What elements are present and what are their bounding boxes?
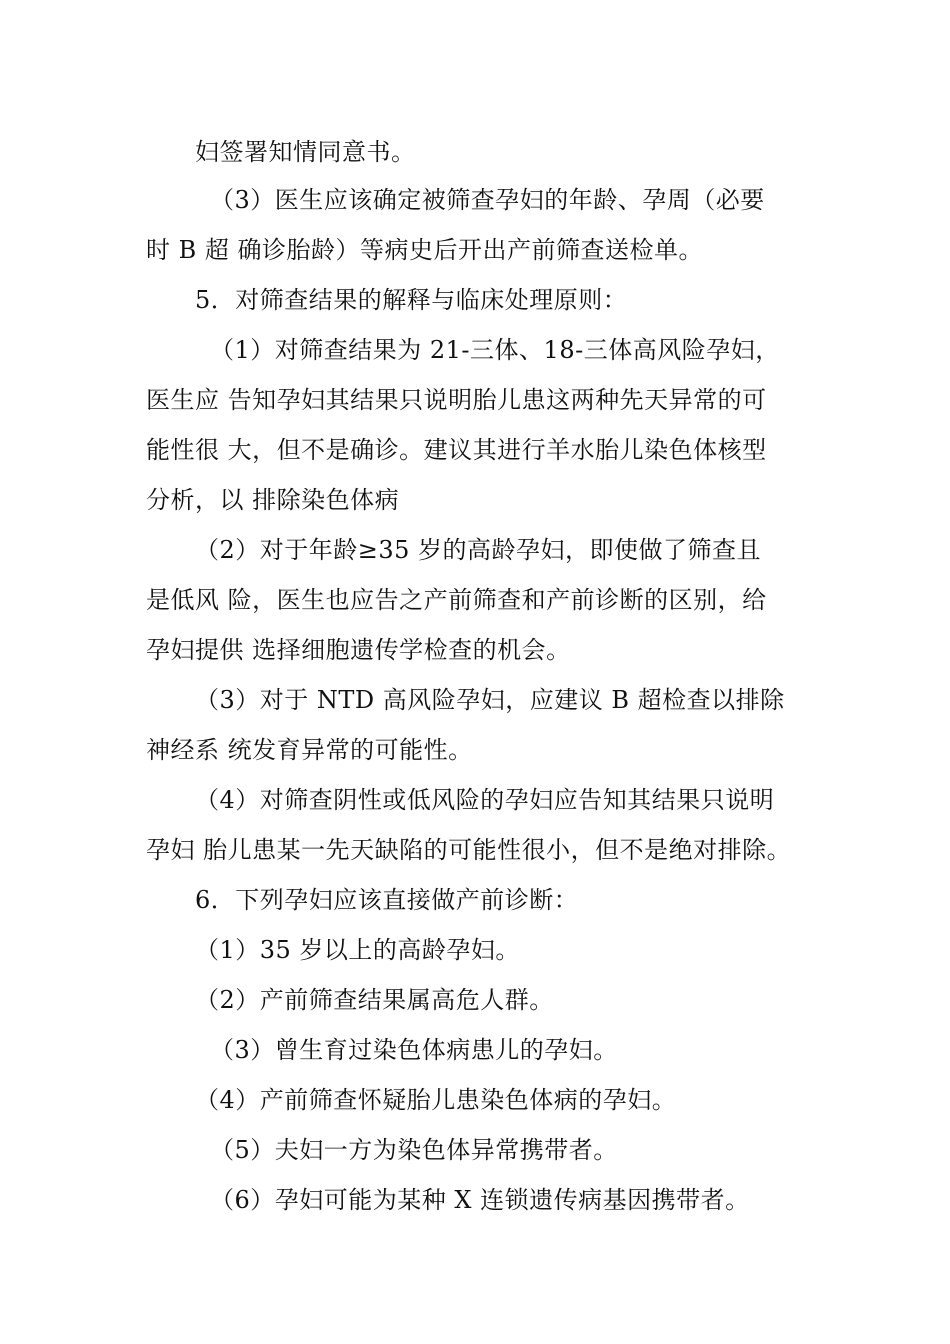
section-heading-5: 5．对筛查结果的解释与临床处理原则：	[195, 286, 628, 314]
text-line-14: （4）对筛查阴性或低风险的孕妇应告知其结果只说明	[195, 786, 775, 814]
section-heading-6: 6．下列孕妇应该直接做产前诊断：	[195, 886, 579, 914]
list-item-4: （4）产前筛查怀疑胎儿患染色体病的孕妇。	[195, 1086, 677, 1114]
text-line-1: 妇签署知情同意书。	[195, 138, 416, 166]
list-item-3: （3）曾生育过染色体病患儿的孕妇。	[210, 1036, 618, 1064]
text-line-13: 神经系 统发育异常的可能性。	[146, 736, 473, 764]
list-item-6: （6）孕妇可能为某种 X 连锁遗传病基因携带者。	[210, 1186, 750, 1214]
text-line-5: （1）对筛查结果为 21-三体、18-三体高风险孕妇，	[210, 336, 780, 364]
list-item-5: （5）夫妇一方为染色体异常携带者。	[210, 1136, 618, 1164]
text-line-15: 孕妇 胎儿患某一先天缺陷的可能性很小，但不是绝对排除。	[146, 836, 792, 864]
text-line-12: （3）对于 NTD 高风险孕妇，应建议 B 超检查以排除	[195, 686, 785, 714]
text-line-3: 时 B 超 确诊胎龄）等病史后开出产前筛查送检单。	[146, 236, 704, 264]
text-line-2: （3）医生应该确定被筛查孕妇的年龄、孕周（必要	[210, 186, 765, 214]
list-item-2: （2）产前筛查结果属高危人群。	[195, 986, 554, 1014]
text-line-8: 分析，以 排除染色体病	[146, 486, 400, 514]
text-line-7: 能性很 大，但不是确诊。建议其进行羊水胎儿染色体核型	[146, 436, 767, 464]
text-line-9: （2）对于年龄≥35 岁的高龄孕妇，即使做了筛查且	[195, 536, 762, 564]
text-line-10: 是低风 险，医生也应告之产前筛查和产前诊断的区别，给	[146, 586, 767, 614]
list-item-1: （1）35 岁以上的高龄孕妇。	[195, 936, 520, 964]
text-line-11: 孕妇提供 选择细胞遗传学检查的机会。	[146, 636, 571, 664]
text-line-6: 医生应 告知孕妇其结果只说明胎儿患这两种先天异常的可	[146, 386, 767, 414]
